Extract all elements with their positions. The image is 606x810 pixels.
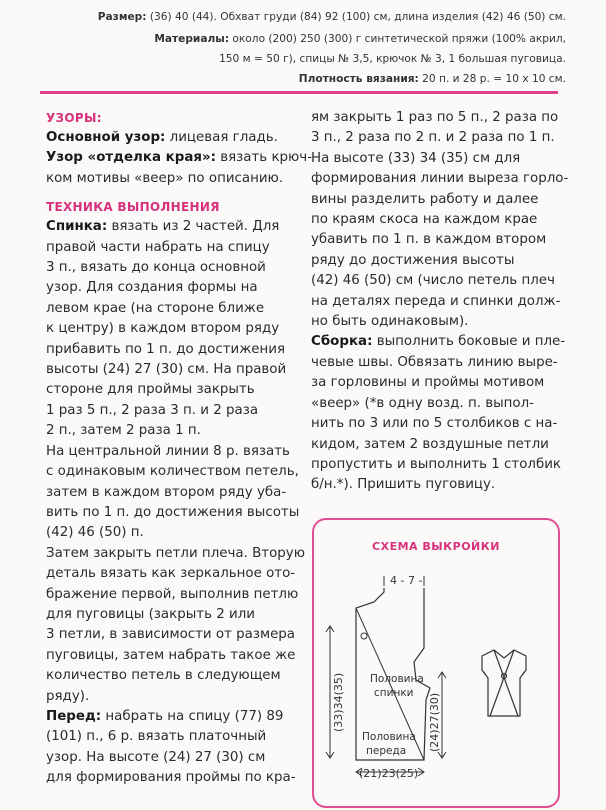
text-line: бражение первой, выполнив петлю [46,586,299,602]
text-line: «веер» (*в одну возд. п. выпол- [311,395,535,411]
text-line: прибавить по 1 п. до достижения [46,341,286,357]
text-line: 2 п., затем 2 раза 1 п. [46,423,201,439]
text-line: вить по 1 п. до достижения высоты [46,504,300,520]
text-line: 1 раз 5 п., 2 раза 3 п. и 2 раза [46,402,259,418]
left-dimension: (33)34(35) [332,672,345,732]
text-line: количество петель в следующем [46,668,281,684]
text-line: б/н.*). Пришить пуговицу. [311,477,496,493]
assembly-line: Сборка: выполнить боковые и пле- [311,334,566,350]
edge-pattern-line: Узор «отделка края»: вязать крюч- [46,150,313,166]
front-line: Перед: набрать на спицу (77) 89 [46,708,284,724]
text-line: но быть одинаковым). [311,314,469,330]
text-line: левом крае (на стороне ближе [46,300,265,316]
text-line: на деталях переда и спинки долж- [311,293,561,309]
text-line: формирования линии выреза горло- [311,171,569,187]
text-line: для формирования проймы по кра- [46,770,296,786]
top-dimension: 4 - 7 - [390,574,423,587]
text-line: чевые швы. Обвязать линию выре- [311,354,558,370]
text-line: по краям скоса на каждом крае [311,212,538,228]
text-line: для пуговицы (закрыть 2 или [46,606,255,622]
front-label-2: переда [366,745,407,757]
text-line: кидом, затем 2 воздушные петли [311,436,549,452]
header-divider [40,91,558,94]
text-line: пуговицы, затем набрать такое же [46,647,296,663]
text-line: (42) 46 (50) см (число петель плеч [311,273,555,289]
text-line: высоты (24) 27 (30) см. На правой [46,362,287,378]
front-continued-instructions [311,108,569,332]
text-line: правой части набрать на спицу [46,239,270,255]
right-column [311,108,569,496]
back-label-2: спинки [374,687,414,699]
density-line: Плотность вязания: 20 п. и 28 р. = 10 x 10 см. [298,73,566,85]
text-line: с одинаковым количеством петель, [46,464,299,480]
text-line: узор. На высоте (24) 27 (30) см [46,749,266,765]
text-line: пропустить и выполнить 1 столбик [311,456,562,472]
vest-illustration [482,650,526,716]
text-line: Затем закрыть петли плеча. Вторую [46,545,305,561]
front-label-1: Половина [362,731,416,743]
text-line: ям закрыть 1 раз по 5 п., 2 раза по [311,110,559,125]
materials-line: Материалы: около (200) 250 (300) г синтетической пряжи (100% акрил, [154,33,566,45]
button-hole-marker [361,633,367,639]
text-line: стороне для проймы закрыть [46,382,255,398]
back-instructions [46,238,305,707]
technique-heading: ТЕХНИКА ВЫПОЛНЕНИЯ [46,200,220,215]
text-line: На высоте (33) 34 (35) см для [311,150,521,166]
right-dimension: (24)27(30) [428,692,441,752]
scheme-title: СХЕМА ВЫКРОЙКИ [372,540,500,553]
text-line: ряду). [46,688,90,704]
text-line: (101) п., 6 р. вязать платочный [46,729,267,745]
text-line: узор. Для создания формы на [46,280,258,296]
pattern-diagram [314,540,558,810]
text-line: 3 п., вязать до конца основной [46,260,266,276]
text-line: вины разделить работу и далее [311,191,539,207]
text-line: деталь вязать как зеркальное ото- [46,566,296,582]
back-label-1: Половина [370,673,424,685]
text-line: к центру) в каждом втором ряду [46,321,280,337]
main-pattern-line: Основной узор: лицевая гладь. [46,130,278,145]
materials-line-2: 150 м = 50 г), спицы № 3,5, крючок № 3, 1 большая пуговица. [219,53,566,65]
text-line: нить по 3 или по 5 столбиков с на- [311,416,558,432]
text-line: 3 петли, в зависимости от размера [46,627,296,643]
text-line: убавить по 1 п. в каждом втором [311,232,547,248]
text-line: (42) 46 (50) п. [46,525,144,541]
pattern-header [0,0,606,92]
assembly-instructions [311,353,563,496]
front-instructions [46,727,298,788]
size-line: Размер: (36) 40 (44). Обхват груди (84) 92 (100) см, длина изделия (42) 46 (50) см. [97,11,566,23]
text-line: 3 п., 2 раза по 2 п. и 2 раза по 1 п. [311,130,555,146]
pattern-scheme-box [312,518,560,808]
left-column [46,108,313,789]
text-line: затем в каждом втором ряду убa- [46,484,287,500]
text-line: На центральной линии 8 р. вязать [46,443,290,459]
text-line: за горловины и проймы мотивом [311,375,545,391]
patterns-heading: УЗОРЫ: [46,111,102,125]
bottom-dimension: (21)23(25) [359,767,419,780]
edge-pattern-line-2: ком мотивы «веер» по описанию. [46,170,284,186]
text-line: ряду до достижения высоты [311,252,515,268]
back-line: Спинка: вязать из 2 частей. Для [46,219,280,235]
